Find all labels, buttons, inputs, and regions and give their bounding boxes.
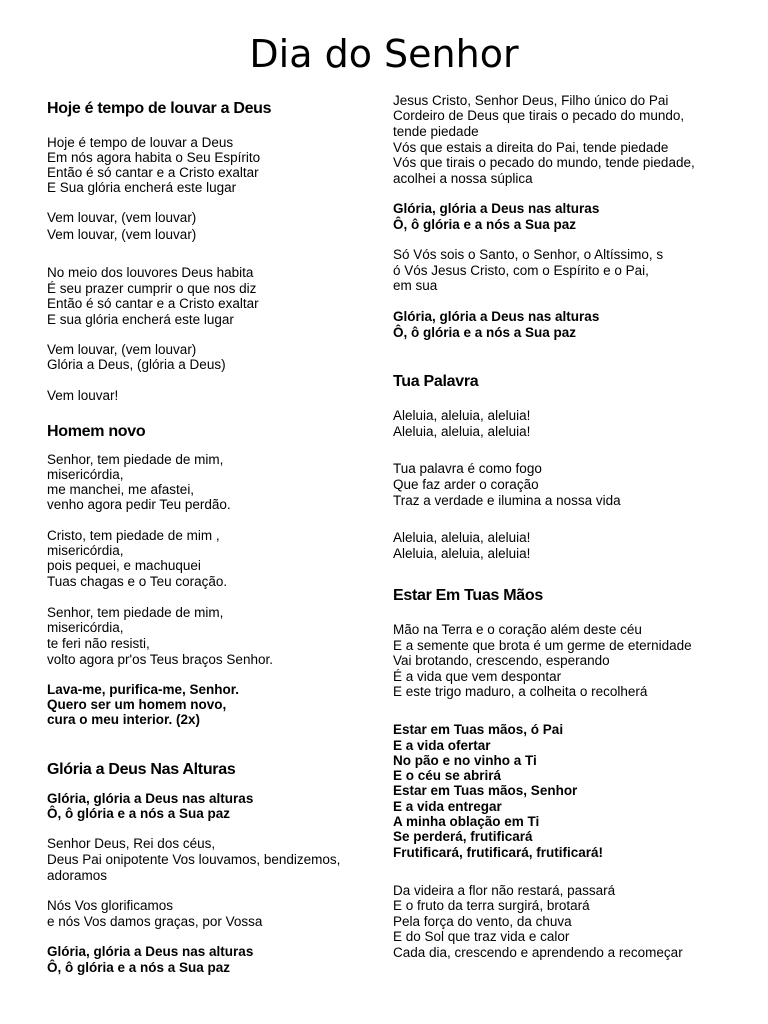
lyric-line: misericórdia,: [47, 620, 124, 635]
lyric-line: misericórdia,: [47, 467, 124, 482]
lyric-line: Em nós agora habita o Seu Espírito: [47, 150, 261, 165]
lyric-line: Vai brotando, crescendo, esperando: [393, 653, 610, 668]
lyric-line: Tua palavra é como fogo: [393, 461, 542, 476]
lyric-line: te feri não resisti,: [47, 636, 150, 651]
lyric-line: Aleluia, aleluia, aleluia!: [393, 408, 531, 423]
chorus-line: Estar em Tuas mãos, ó Pai: [393, 722, 564, 737]
lyric-line: Então é só cantar e a Cristo exaltar: [47, 165, 259, 180]
chorus-line: Se perderá, frutificará: [393, 829, 533, 844]
lyric-line: Hoje é tempo de louvar a Deus: [47, 135, 234, 150]
chorus-line: E o céu se abrirá: [393, 768, 502, 783]
lyric-line: Vem louvar, (vem louvar): [47, 227, 197, 242]
lyric-line: Cordeiro de Deus que tirais o pecado do mundo,: [393, 108, 685, 123]
song-title: Hoje é tempo de louvar a Deus: [47, 100, 272, 117]
lyric-line: E este trigo maduro, a colheita o recolherá: [393, 684, 648, 699]
chorus-line: Estar em Tuas mãos, Senhor: [393, 783, 578, 798]
song-title: Estar Em Tuas Mãos: [393, 587, 543, 604]
lyric-line: Senhor, tem piedade de mim,: [47, 452, 224, 467]
lyric-line: Jesus Cristo, Senhor Deus, Filho único do Pai: [393, 93, 669, 108]
chorus-line: Ô, ô glória e a nós a Sua paz: [47, 960, 231, 975]
chorus-line: cura o meu interior. (2x): [47, 712, 201, 727]
lyric-line: Senhor, tem piedade de mim,: [47, 605, 224, 620]
lyric-line: Vós que estais a direita do Pai, tende piedade: [393, 140, 669, 155]
lyric-line: Senhor Deus, Rei dos céus,: [47, 836, 216, 851]
chorus-line: Frutificará, frutificará, frutificará!: [393, 845, 604, 860]
lyric-line: Da videira a flor não restará, passará: [393, 883, 616, 898]
chorus-line: A minha oblação em Ti: [393, 814, 540, 829]
lyric-line: Aleluia, aleluia, aleluia!: [393, 424, 531, 439]
lyric-line: Vem louvar!: [47, 388, 119, 403]
lyric-line: E sua glória encherá este lugar: [47, 312, 234, 327]
lyric-line: Deus Pai onipotente Vos louvamos, bendizemos,: [47, 852, 341, 867]
lyric-line: Cada dia, crescendo e aprendendo a recomeçar: [393, 945, 683, 960]
lyric-line: e nós Vos damos graças, por Vossa: [47, 914, 263, 929]
song-title: Glória a Deus Nas Alturas: [47, 761, 236, 778]
lyric-line: E o fruto da terra surgirá, brotará: [393, 898, 590, 913]
lyric-line: E a semente que brota é um germe de eternidade: [393, 638, 692, 653]
chorus-line: Ô, ô glória e a nós a Sua paz: [393, 217, 577, 232]
lyric-line: Vem louvar, (vem louvar): [47, 342, 197, 357]
lyric-line: E Sua glória encherá este lugar: [47, 180, 237, 195]
lyric-line: pois pequei, e machuquei: [47, 558, 201, 573]
chorus-line: Glória, glória a Deus nas alturas: [47, 944, 254, 959]
lyric-line: No meio dos louvores Deus habita: [47, 265, 254, 280]
lyric-line: acolhei a nossa súplica: [393, 171, 533, 186]
lyric-line: volto agora pr'os Teus braços Senhor.: [47, 652, 273, 667]
lyric-line: Glória a Deus, (glória a Deus): [47, 357, 226, 372]
lyric-line: E do Sol que traz vida e calor: [393, 929, 570, 944]
chorus-line: Glória, glória a Deus nas alturas: [393, 201, 600, 216]
lyric-line: Tuas chagas e o Teu coração.: [47, 574, 228, 589]
lyric-line: Pela força do vento, da chuva: [393, 914, 572, 929]
page-title: Dia do Senhor: [249, 32, 519, 76]
lyric-line: Só Vós sois o Santo, o Senhor, o Altíssimo, s: [393, 247, 664, 262]
lyric-line: Traz a verdade e ilumina a nossa vida: [393, 493, 621, 508]
lyric-line: adoramos: [47, 868, 108, 883]
lyric-line: me manchei, me afastei,: [47, 482, 195, 497]
lyric-line: É a vida que vem despontar: [393, 669, 562, 684]
chorus-line: Lava-me, purifica-me, Senhor.: [47, 682, 240, 697]
lyric-line: ó Vós Jesus Cristo, com o Espírito e o Pai,: [393, 263, 649, 278]
lyric-line: Vós que tirais o pecado do mundo, tende piedade,: [393, 155, 695, 170]
lyric-line: Vem louvar, (vem louvar): [47, 210, 197, 225]
chorus-line: Quero ser um homem novo,: [47, 697, 227, 712]
lyric-line: Aleluia, aleluia, aleluia!: [393, 530, 531, 545]
chorus-line: Ô, ô glória e a nós a Sua paz: [47, 806, 231, 821]
chorus-line: E a vida entregar: [393, 799, 502, 814]
lyric-line: tende piedade: [393, 124, 479, 139]
lyric-line: em sua: [393, 278, 438, 293]
song-title: Tua Palavra: [393, 373, 479, 390]
lyric-line: Nós Vos glorificamos: [47, 898, 174, 913]
chorus-line: Glória, glória a Deus nas alturas: [393, 309, 600, 324]
lyric-line: venho agora pedir Teu perdão.: [47, 497, 231, 512]
lyric-line: É seu prazer cumprir o que nos diz: [47, 281, 257, 296]
lyric-line: Aleluia, aleluia, aleluia!: [393, 546, 531, 561]
lyric-line: misericórdia,: [47, 543, 124, 558]
chorus-line: Glória, glória a Deus nas alturas: [47, 791, 254, 806]
chorus-line: E a vida ofertar: [393, 738, 491, 753]
chorus-line: Ô, ô glória e a nós a Sua paz: [393, 325, 577, 340]
lyric-line: Então é só cantar e a Cristo exaltar: [47, 296, 259, 311]
lyric-line: Mão na Terra e o coração além deste céu: [393, 622, 642, 637]
lyric-line: Cristo, tem piedade de mim ,: [47, 528, 220, 543]
lyric-line: Que faz arder o coração: [393, 477, 539, 492]
song-title: Homem novo: [47, 423, 146, 440]
chorus-line: No pão e no vinho a Ti: [393, 753, 537, 768]
